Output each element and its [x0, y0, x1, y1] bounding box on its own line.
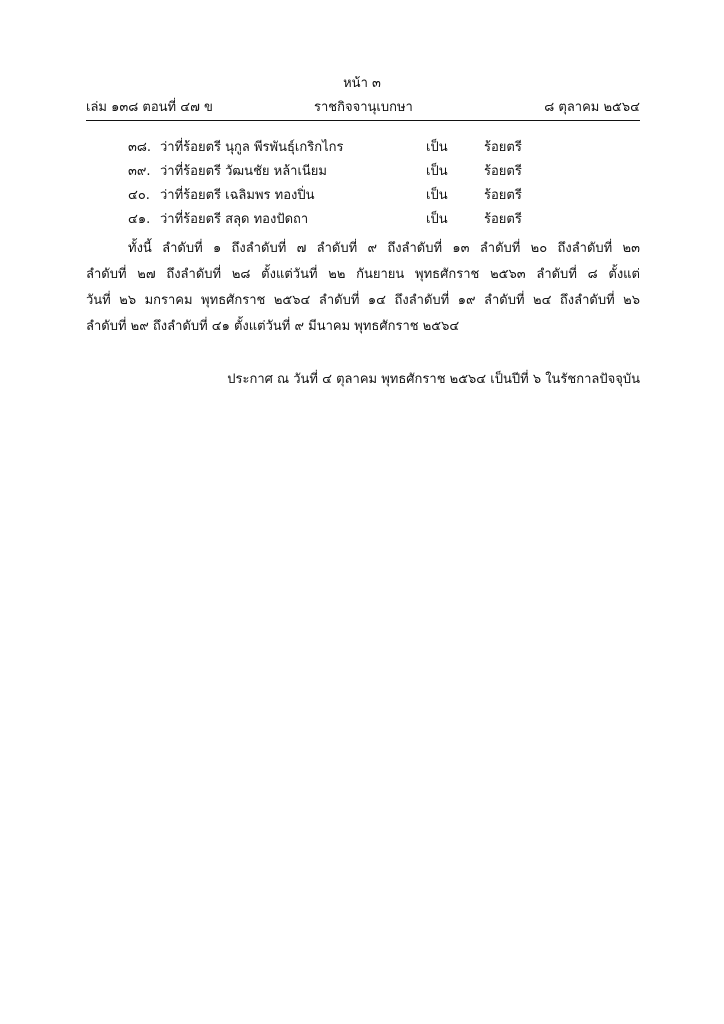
effective-dates-paragraph: [86, 236, 640, 340]
item-number: ๓๘.: [128, 140, 152, 155]
item-number: ๔๐.: [128, 188, 150, 203]
item-name: ว่าที่ร้อยตรี วัฒนชัย หล้าเนียม: [160, 164, 327, 179]
item-status: เป็น: [426, 164, 448, 179]
paragraph-line: วันที่ ๒๖ มกราคม พุทธศักราช ๒๕๖๔ ลำดับที่ ๑๔ ถึงลำดับที่ ๑๙ ลำดับที่ ๒๔ ถึงลำดับที่ ๒๖: [86, 293, 640, 308]
volume-issue: เล่ม ๑๓๘ ตอนที่ ๔๗ ข: [86, 100, 213, 115]
appointment-list: [128, 136, 548, 232]
proclamation-date-line: ประกาศ ณ วันที่ ๔ ตุลาคม พุทธศักราช ๒๕๖๔ เป็นปีที่ ๖ ในรัชกาลปัจจุบัน: [227, 372, 640, 387]
item-status: เป็น: [426, 212, 448, 227]
publication-date: ๘ ตุลาคม ๒๕๖๔: [544, 100, 640, 115]
list-item: [128, 160, 548, 184]
list-item: [128, 136, 548, 160]
running-header: [86, 96, 640, 116]
item-name: ว่าที่ร้อยตรี เฉลิมพร ทองปิ่น: [160, 188, 315, 203]
item-rank: ร้อยตรี: [484, 164, 522, 179]
item-name: ว่าที่ร้อยตรี นุกูล พีรพันธุ์เกริกไกร: [160, 140, 344, 155]
item-name: ว่าที่ร้อยตรี สลุด ทองปัดถา: [160, 212, 309, 227]
paragraph-line: ลำดับที่ ๒๙ ถึงลำดับที่ ๔๑ ตั้งแต่วันที่ ๙ มีนาคม พุทธศักราช ๒๕๖๔: [86, 319, 460, 334]
paragraph-line: ลำดับที่ ๒๗ ถึงลำดับที่ ๒๘ ตั้งแต่วันที่ ๒๒ กันยายน พุทธศักราช ๒๕๖๓ ลำดับที่ ๘ ตั้งแต่: [86, 267, 640, 282]
item-number: ๔๑.: [128, 212, 151, 227]
item-rank: ร้อยตรี: [484, 188, 522, 203]
list-item: [128, 208, 548, 232]
page-number: หน้า ๓: [343, 76, 381, 91]
item-rank: ร้อยตรี: [484, 212, 522, 227]
list-item: [128, 184, 548, 208]
paragraph-line: ทั้งนี้ ลำดับที่ ๑ ถึงลำดับที่ ๗ ลำดับที่ ๙ ถึงลำดับที่ ๑๓ ลำดับที่ ๒๐ ถึงลำดับที่ ๒๓: [128, 241, 640, 256]
header-divider: [86, 120, 640, 121]
publication-name: ราชกิจจานุเบกษา: [314, 100, 413, 115]
item-status: เป็น: [426, 140, 448, 155]
item-status: เป็น: [426, 188, 448, 203]
item-rank: ร้อยตรี: [484, 140, 522, 155]
item-number: ๓๙.: [128, 164, 151, 179]
